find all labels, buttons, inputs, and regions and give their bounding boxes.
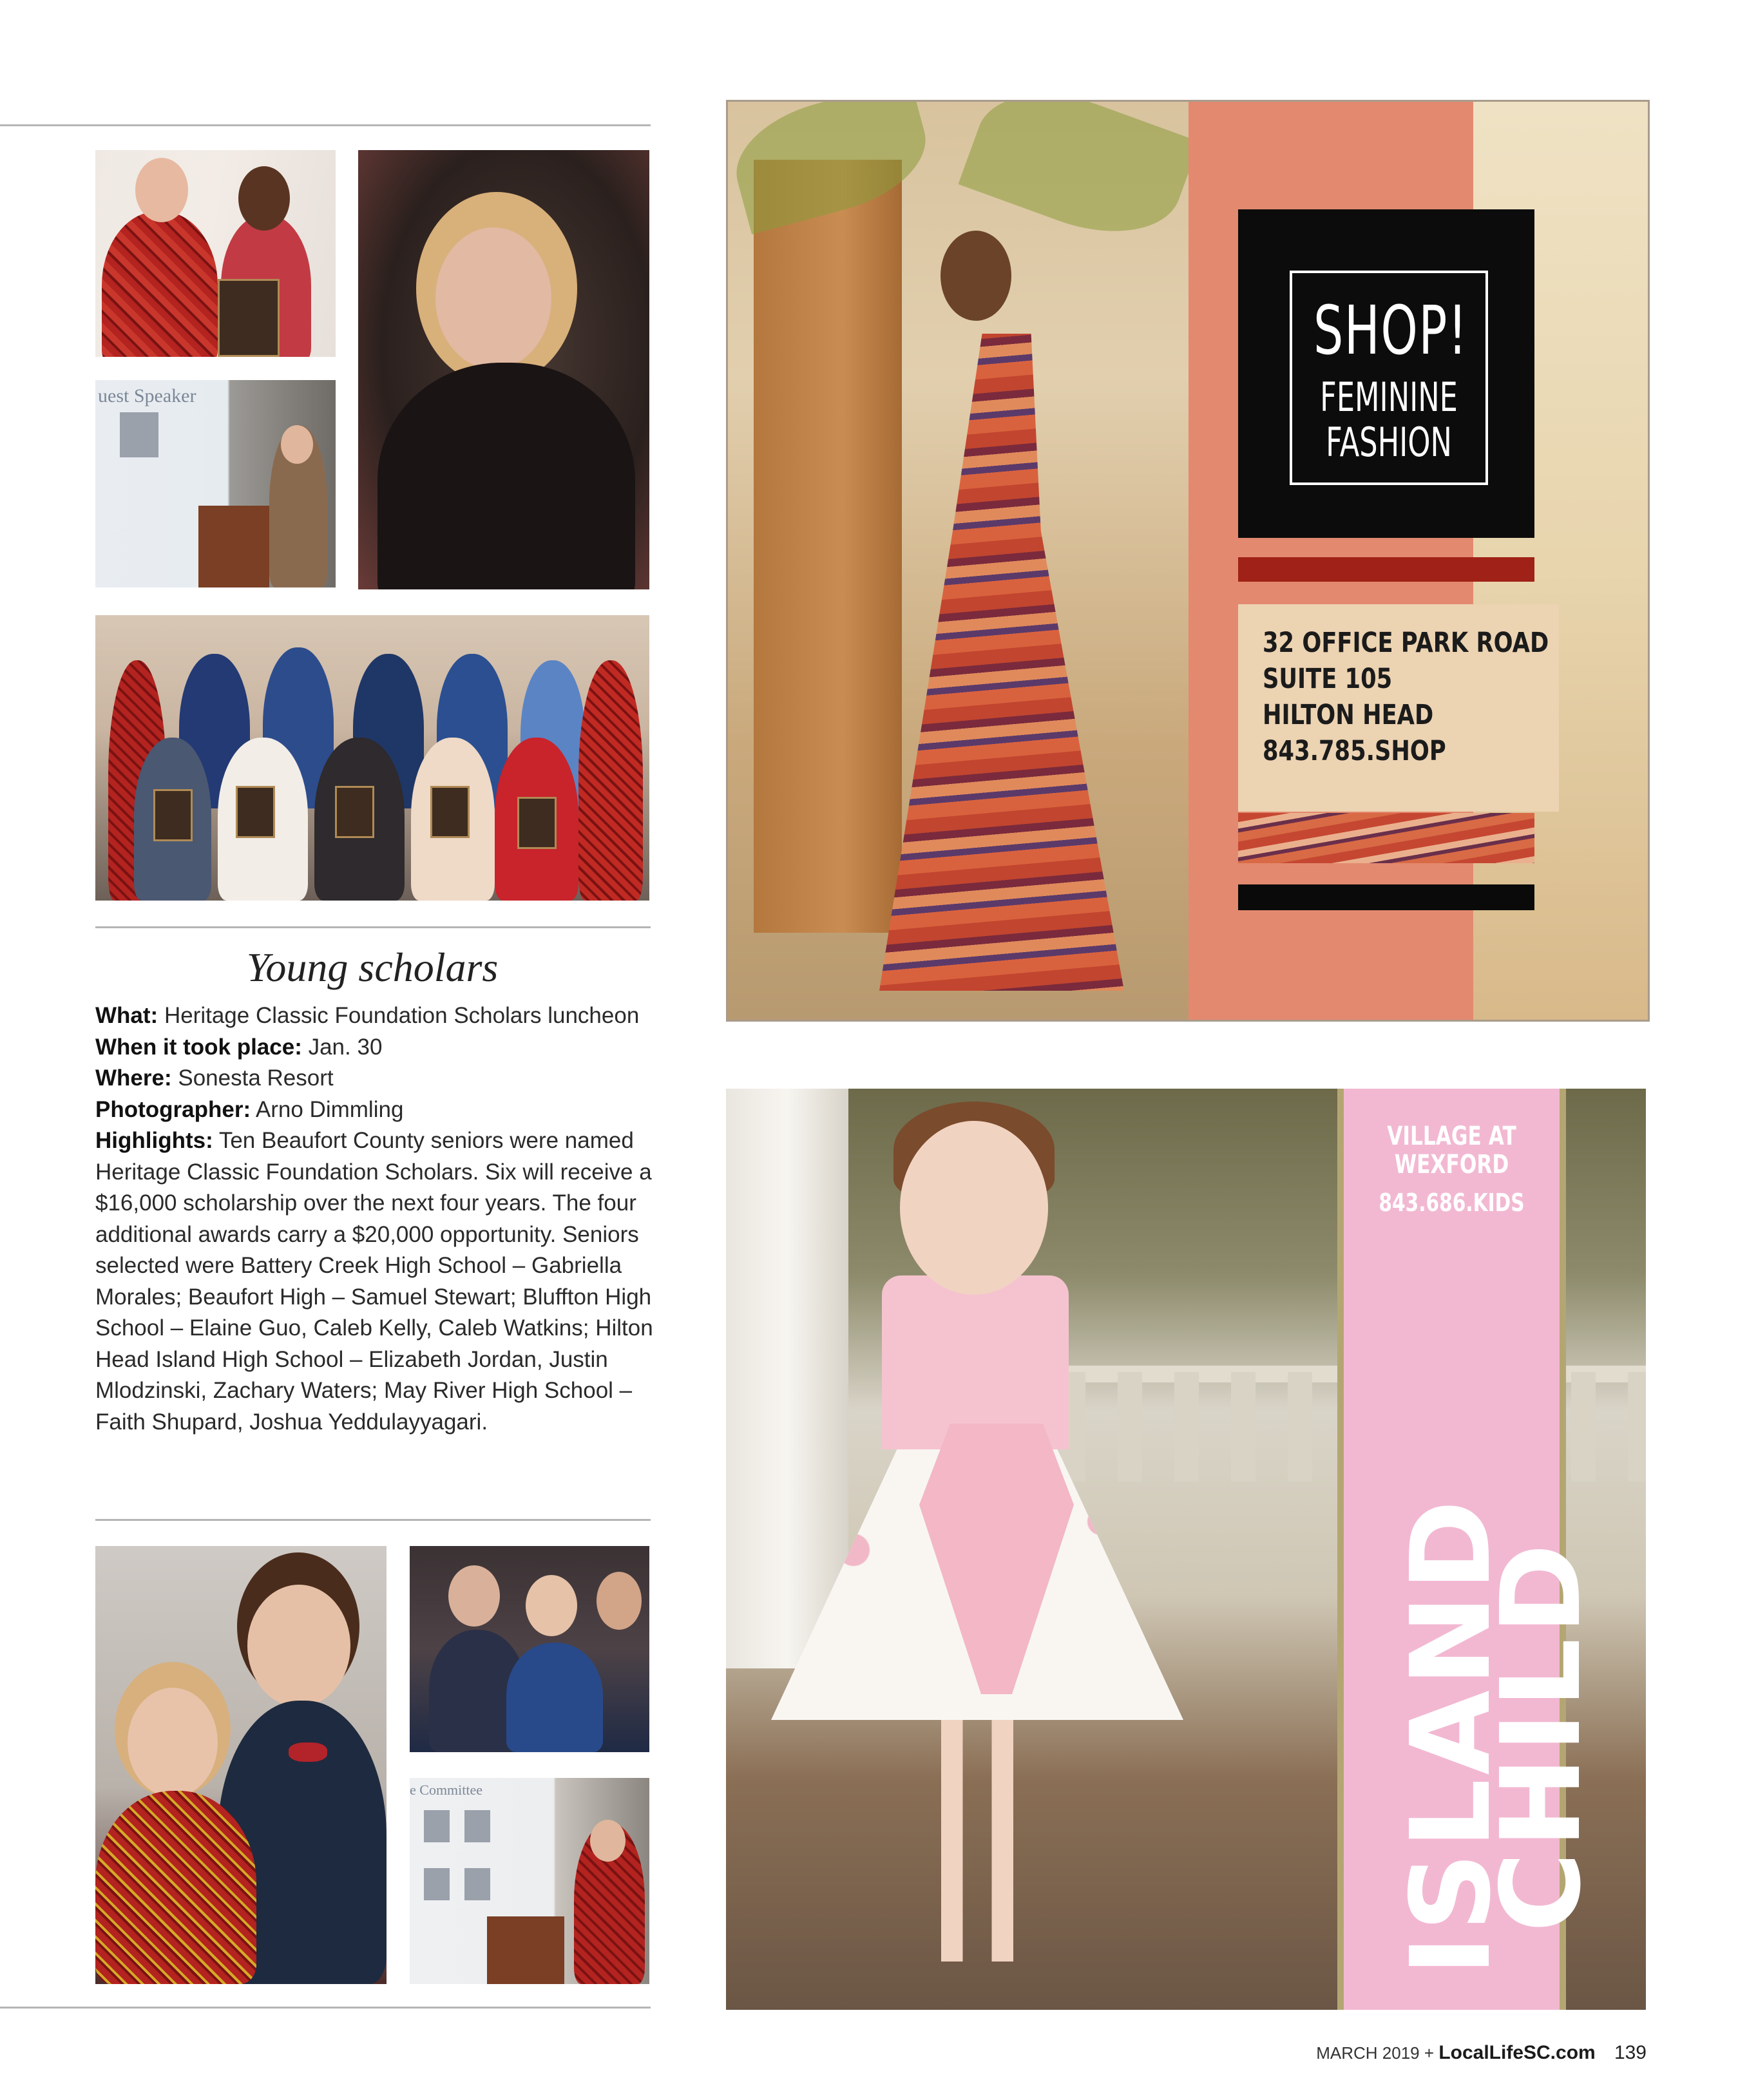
detail-when: When it took place: Jan. 30 — [95, 1034, 383, 1060]
detail-where: Where: Sonesta Resort — [95, 1065, 334, 1091]
caption-bottom-rule — [95, 1519, 651, 1521]
committee-slide-text: e Committee — [410, 1782, 483, 1798]
photo-audience — [410, 1546, 649, 1752]
ad-gold-border-left — [1337, 1089, 1344, 2010]
article-title: Young scholars — [246, 944, 499, 990]
photo-committee-speaker — [410, 1778, 649, 1984]
ad-island-child — [726, 1089, 1646, 2010]
footer-site: LocalLifeSC.com — [1438, 2042, 1596, 2063]
top-rule — [0, 124, 651, 126]
address-line-3: HILTON HEAD — [1263, 699, 1434, 731]
photo-award-presentation — [95, 150, 336, 357]
article-details — [95, 1000, 656, 1438]
footer-issue: MARCH 2019 — [1316, 2043, 1420, 2063]
island-child-logo: ISLAND CHILD — [1388, 1496, 1605, 1976]
bottom-rule — [0, 2007, 651, 2009]
page-number: 139 — [1614, 2042, 1647, 2063]
detail-what: What: Heritage Classic Foundation Scholars luncheon — [95, 1003, 640, 1028]
caption-top-rule — [95, 926, 651, 928]
shop-address-box — [1238, 604, 1559, 812]
ad-black-bar — [1238, 884, 1534, 910]
shop-phone: 843.785.SHOP — [1263, 735, 1446, 767]
shop-logo — [1238, 209, 1534, 538]
photo-scholar-with-host — [95, 1546, 387, 1984]
ad-red-bar — [1238, 557, 1534, 582]
address-line-2: SUITE 105 — [1263, 663, 1393, 695]
photo-scholars-group — [95, 615, 649, 901]
ad-location: VILLAGE AT WEXFORD — [1387, 1122, 1516, 1179]
detail-photographer: Photographer: Arno Dimmling — [95, 1096, 404, 1122]
logo-line-2: FASHION — [1326, 419, 1452, 466]
ad-shop-feminine-fashion — [726, 100, 1650, 1022]
page-footer — [1316, 2042, 1647, 2064]
logo-main-text: SHOP! — [1313, 291, 1468, 370]
ad-phone: 843.686.KIDS — [1379, 1188, 1525, 1217]
photo-guest-speaker — [95, 380, 336, 587]
photo-guest-with-pearls — [358, 150, 649, 589]
speaker-slide-text: uest Speaker — [98, 385, 196, 406]
logo-line-1: FEMININE — [1320, 374, 1458, 421]
footer-separator: + — [1424, 2043, 1435, 2063]
ad-fabric-strip — [1238, 813, 1534, 863]
detail-highlights: Highlights: Ten Beaufort County seniors were named Heritage Classic Foundation Scholars. Six will receive a $16,000 scholarship over the next four years. The four additional awards carry a $20,000 opportunity. Seniors selected were Battery Creek High School – Gabriella Morales; Beaufort High – Samuel Stewart; Bluffton High School – Elaine Guo, Caleb Kelly, Caleb Watkins; Hilton Head Island High School – Elizabeth Jordan, Justin Mlodzinski, Zachary Waters; May River High School – Faith Shupard, Joshua Yeddulayyagari. — [95, 1128, 653, 1435]
ad-photo-model-in-dress — [728, 102, 1189, 1020]
address-line-1: 32 OFFICE PARK ROAD — [1263, 627, 1549, 659]
